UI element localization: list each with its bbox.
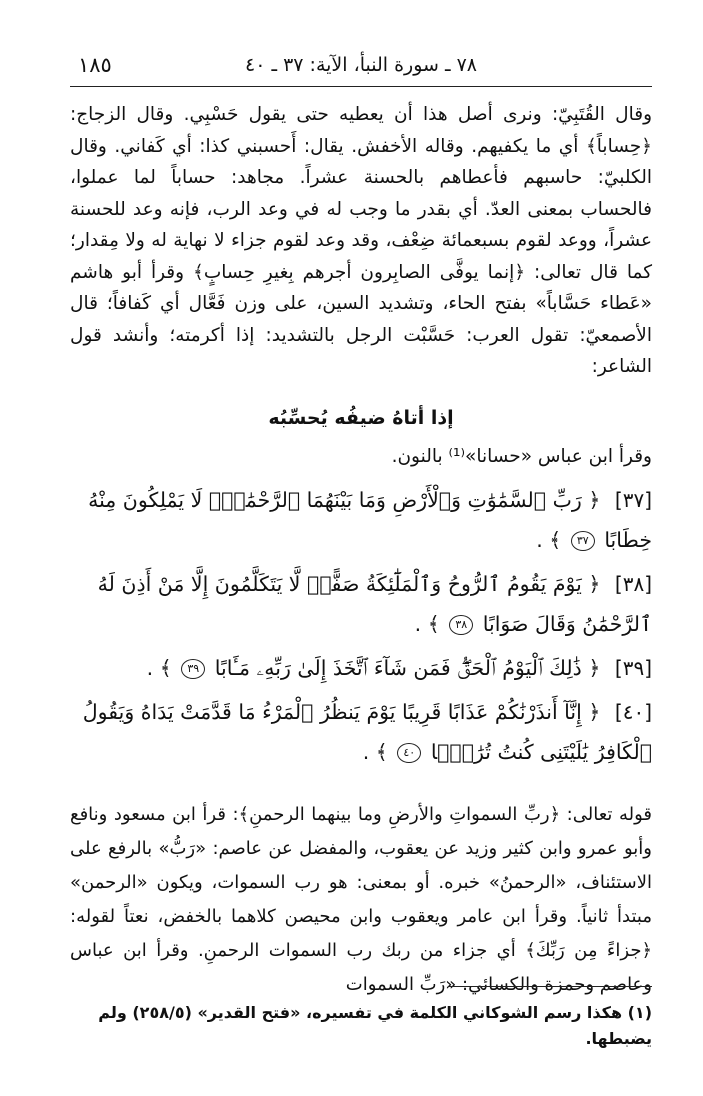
paragraph-commentary: قوله تعالى: ﴿ربِّ السمواتِ والأرضِ وما بينهما الرحمنِ﴾: قرأ ابن مسعود ونافع وأبو عمرو وابن كثير وزيد عن يعقوب، والمفضل عن عاصم: «رَبُّ» بالرفع على الاستئناف، «الرحمنُ» خبره. أو بمعنى: هو رب السموات، ويكون «الرحمن» مبتدأ ثانياً. وقرأ ابن عامر ويعقوب وابن محيصن كلاهما بالخفض، نعتاً لقوله: ﴿جزاءً مِن رَبِّكَ﴾ أي جزاء من ربك رب السموات الرحمنِ. وقرأ ابن عباس وعاصم وحمزة والكسائي: «رَبِّ السموات (70, 804, 652, 995)
ayah-text: إِنَّآ أَنذَرْنَٰكُمْ عَذَابًا قَرِيبًا يَوْمَ يَنظُرُ ٱلْمَرْءُ مَا قَدَّمَتْ يَدَاهُ وَيَقُولُ ٱلْكَافِرُ يَٰلَيْتَنِى كُنتُ تُرَٰبًۢا (82, 700, 652, 764)
ornate-bracket-open: ﴿ (588, 488, 601, 512)
ayah-number: [٣٧] (614, 488, 652, 512)
footnote: (١) هكذا رسم الشوكاني الكلمة في تفسيره، «فتح القدير» (٢٥٨/٥) ولم يضبطها. (98, 1003, 652, 1048)
header-rule (70, 86, 652, 87)
poetry-verse: إذا أتاهُ ضيفُه يُحسِّبُه (268, 406, 454, 429)
page-number: ١٨٥ (78, 53, 112, 77)
ayah-block (70, 564, 652, 644)
ayah-number: [٤٠] (614, 700, 652, 724)
ayah-number: [٣٨] (614, 572, 652, 596)
paragraph-reading: وقرأ ابن عباس «حسانا»⁽¹⁾ بالنون. (391, 445, 652, 467)
running-title: ٧٨ ـ سورة النبأ، الآية: ٣٧ ـ ٤٠ (245, 54, 477, 76)
ayah-end-marker: ٣٧ (571, 531, 595, 551)
ornate-bracket-open: ﴿ (588, 656, 601, 680)
book-page (70, 50, 652, 1060)
running-header (70, 50, 652, 80)
ayah-block (70, 480, 652, 560)
quran-ayat (70, 480, 652, 772)
ayah-block (70, 648, 652, 688)
ornate-bracket-close: ﴾ . (536, 528, 562, 552)
paragraph-intro: وقال القُتَبِيّ: ونرى أصل هذا أن يعطيه حتى يقول حَسْبِي. وقال الزجاج: ﴿حِساباً﴾ أي ما يكفيهم. وقاله الأخفش. يقال: أَحسبني كذا: أي كَفاني. وقال الكلبيّ: حاسبهم فأعطاهم بالحسنة عشراً. مجاهد: حساباً لما عملوا، فالحساب بمعنى العدّ. أي بقدر ما وجب له في وعد الرب، فإنه وعد للحسنة عشراً، ووعد لقوم بسبعمائة ضِعْف، وقد وعد لقوم جزاء لا نهاية له ولا مِقدار؛ كما قال تعالى: ﴿إنما يوفَّى الصابِرون أجرهم بِغيرِ حِسابٍ﴾ وقرأ أبو هاشم «عَطاء حَسَّاباً» بفتح الحاء، وتشديد السين، على وزن فَعَّال أي كَفافاً؛ قال الأصمعيّ: تقول العرب: حَسَّبْت الرجل بالتشديد: إذا أكرمته؛ وأنشد قول الشاعر: (70, 104, 652, 377)
ayah-end-marker: ٣٩ (181, 659, 205, 679)
ayah-number: [٣٩] (614, 656, 652, 680)
ornate-bracket-close: ﴾ . (362, 740, 388, 764)
footnote-rule (448, 986, 652, 987)
ornate-bracket-open: ﴿ (588, 700, 601, 724)
ayah-text: رَبِّ ٱلسَّمَٰوَٰتِ وَٱلْأَرْضِ وَمَا بَيْنَهُمَا ٱلرَّحْمَٰنِۖ لَا يَمْلِكُونَ مِنْهُ خِطَابًا (88, 488, 652, 552)
ornate-bracket-close: ﴾ . (414, 612, 440, 636)
ornate-bracket-open: ﴿ (588, 572, 601, 596)
ayah-end-marker: ٣٨ (449, 615, 473, 635)
ayah-block (70, 692, 652, 772)
ornate-bracket-close: ﴾ . (146, 656, 172, 680)
ayah-text: ذَٰلِكَ ٱلْيَوْمُ ٱلْحَقُّۖ فَمَن شَآءَ ٱتَّخَذَ إِلَىٰ رَبِّهِۦ مَـَٔابًا (214, 656, 582, 680)
ayah-text: يَوْمَ يَقُومُ ٱلرُّوحُ وَٱلْمَلَٰٓئِكَةُ صَفًّاۖ لَّا يَتَكَلَّمُونَ إِلَّا مَنْ أَذِنَ لَهُ ٱلرَّحْمَٰنُ وَقَالَ صَوَابًا (97, 572, 652, 636)
ayah-end-marker: ٤٠ (397, 743, 421, 763)
